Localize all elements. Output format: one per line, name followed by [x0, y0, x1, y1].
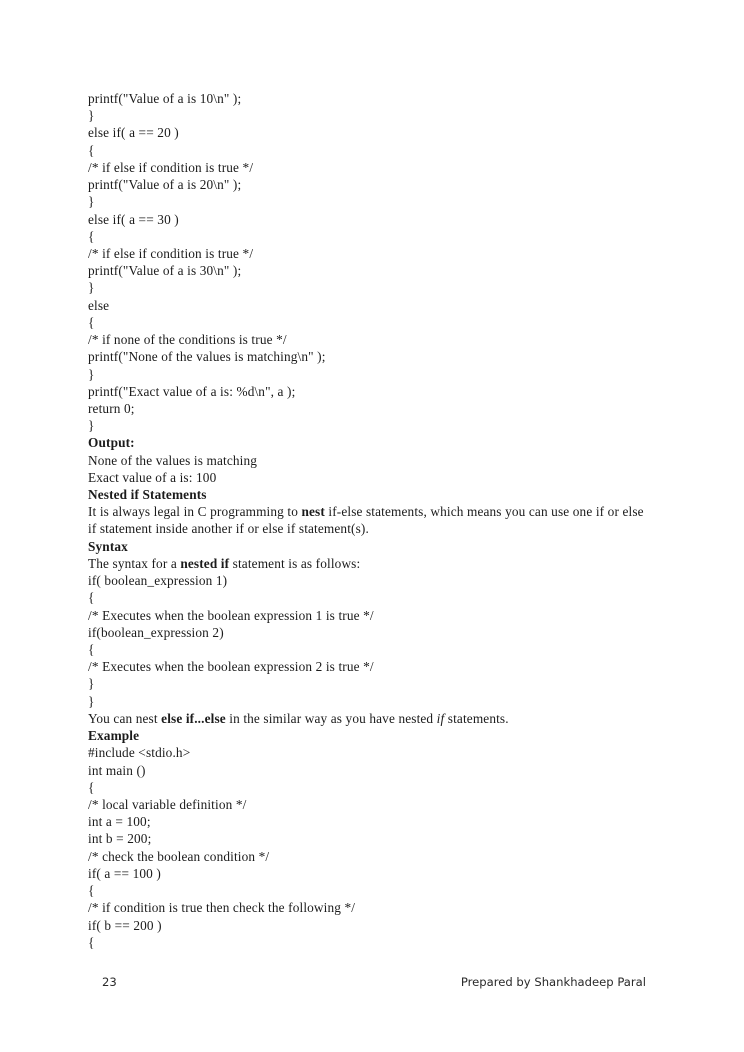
output-line: None of the values is matching [88, 452, 258, 468]
output-heading: Output: [88, 435, 135, 451]
code-line: printf("Value of a is 20\n" ); [88, 177, 242, 193]
code-comment-line: /* if else if condition is true */ [88, 159, 254, 175]
footer-page-number: 23 [102, 975, 117, 989]
paragraph-text-part: It is always legal in C programming to [88, 504, 302, 520]
code-comment-line: /* if condition is true then check the following */ [88, 900, 356, 916]
code-line: { [88, 934, 95, 950]
paragraph-text-part: The syntax for a [88, 555, 181, 571]
code-line: printf("None of the values is matching\n" ); [88, 349, 326, 365]
paragraph-nest-else-if [88, 710, 648, 727]
code-line: return 0; [88, 400, 135, 416]
code-line: { [88, 642, 95, 657]
code-line: { [88, 883, 95, 899]
output-line: Exact value of a is: 100 [88, 469, 217, 485]
code-line: int b = 200; [88, 831, 152, 847]
code-line: { [88, 228, 95, 244]
footer-prepared-by: Prepared by Shankhadeep Paral [460, 975, 646, 989]
paragraph-bold-nest: nest [301, 504, 325, 520]
paragraph-nested-if-intro [88, 503, 648, 537]
paragraph-italic-if: if [436, 710, 445, 726]
code-line: printf("Value of a is 10\n" ); [88, 91, 242, 106]
paragraph-text-part: if-else statements, which means you can use one if or else if statement inside another if or else if statement(s). [88, 504, 644, 537]
paragraph-bold-nested-if: nested if [180, 555, 230, 571]
code-line: } [88, 676, 95, 692]
code-line: { [88, 314, 95, 330]
code-comment-line: /* if none of the conditions is true */ [88, 332, 287, 348]
paragraph-text-part: in the similar way as you have nested [225, 710, 437, 726]
section-heading-nested-if: Nested if Statements [88, 487, 207, 503]
code-line: if( b == 200 ) [88, 917, 162, 933]
code-line: else [88, 297, 110, 313]
section-heading-syntax: Syntax [88, 538, 128, 554]
code-comment-line: /* Executes when the boolean expression 2 is true */ [88, 659, 374, 675]
code-comment-line: /* Executes when the boolean expression 1 is true */ [88, 607, 374, 623]
code-line: if(boolean_expression 2) [88, 624, 224, 640]
paragraph-text-part: You can nest [88, 710, 162, 726]
code-line: { [88, 142, 95, 158]
code-line: if( a == 100 ) [88, 865, 161, 881]
code-line: } [88, 366, 95, 382]
code-comment-line: /* local variable definition */ [88, 796, 247, 812]
page-footer [88, 972, 648, 992]
paragraph-bold-else-if-else: else if...else [161, 710, 226, 726]
page-body-text [88, 90, 648, 951]
code-line: int main () [88, 762, 146, 778]
section-heading-example: Example [88, 728, 140, 744]
code-line: printf("Value of a is 30\n" ); [88, 263, 242, 279]
code-line: int a = 100; [88, 814, 151, 830]
code-line: #include <stdio.h> [88, 745, 191, 761]
code-line: { [88, 590, 95, 606]
code-line: else if( a == 30 ) [88, 211, 179, 227]
code-line: } [88, 280, 95, 296]
code-line: printf("Exact value of a is: %d\n", a ); [88, 383, 296, 399]
code-line: { [88, 779, 95, 795]
code-line: } [88, 108, 95, 124]
code-line: } [88, 418, 95, 434]
code-comment-line: /* if else if condition is true */ [88, 245, 254, 261]
code-line: if( boolean_expression 1) [88, 573, 228, 589]
paragraph-syntax-intro [88, 555, 648, 572]
code-line: } [88, 194, 95, 210]
code-comment-line: /* check the boolean condition */ [88, 848, 270, 864]
paragraph-text-part: statement is as follows: [229, 555, 361, 571]
code-line: else if( a == 20 ) [88, 125, 179, 141]
paragraph-text-part: statements. [444, 710, 509, 726]
code-line: } [88, 693, 95, 709]
